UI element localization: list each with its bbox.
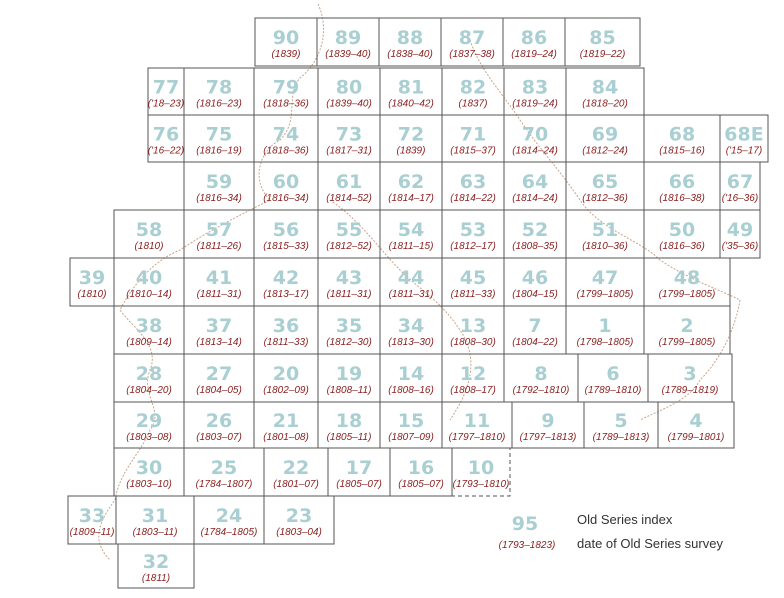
- sheet-survey-date: (1811): [141, 573, 171, 584]
- sheet-25: [196, 457, 253, 490]
- sheet-survey-date: (1792–1810): [512, 385, 570, 396]
- sheet-number: 20: [272, 363, 300, 385]
- sheet-number: 23: [285, 505, 313, 527]
- sheet-85: [580, 27, 626, 60]
- sheet-survey-date: (1803–07): [196, 432, 242, 443]
- sheet-number: 87: [458, 27, 486, 49]
- sheet-survey-date: (1818–36): [263, 145, 309, 157]
- sheet-survey-date: (1807–09): [388, 432, 434, 443]
- sheet-number: 5: [614, 410, 628, 432]
- sheet-survey-date: (1819–24): [512, 98, 558, 110]
- sheet-survey-date: (1808–17): [450, 385, 496, 396]
- sheet-number: 60: [272, 171, 300, 193]
- sheet-7: [512, 315, 558, 348]
- sheet-number: 47: [591, 267, 619, 289]
- sheet-number: 38: [135, 315, 163, 337]
- sheet-60: [263, 171, 309, 204]
- sheet-39: [78, 267, 107, 300]
- sheet-1: [577, 315, 634, 348]
- sheet-survey-date: (1818–36): [263, 98, 309, 110]
- legend-sample: [499, 513, 556, 551]
- sheet-survey-date: (1814–22): [450, 193, 496, 204]
- sheet-survey-date: (1815–16): [659, 145, 705, 157]
- sheet-survey-date: (1799–1805): [658, 337, 716, 348]
- sheet-survey-date: (1819–24): [511, 49, 557, 60]
- sheet-number: 63: [459, 171, 487, 193]
- sheet-90: [272, 27, 301, 60]
- sheet-number: 59: [205, 171, 233, 193]
- sheet-number: 84: [591, 76, 619, 99]
- sheet-number: 55: [335, 219, 363, 241]
- sheet-26: [196, 410, 242, 443]
- sheet-number: 10: [467, 457, 495, 479]
- sheet-survey-date: (1805–07): [398, 479, 444, 490]
- sheet-88: [387, 27, 433, 60]
- sheet-number: 15: [397, 410, 425, 432]
- sheet-survey-date: (1811–33): [263, 337, 309, 348]
- sheet-survey-date: (1839): [271, 49, 301, 60]
- sheet-75: [196, 124, 242, 157]
- sheet-survey-date: (1804–20): [126, 385, 172, 396]
- legend-index-label: Old Series index: [577, 512, 673, 527]
- sheet-survey-date: (1811–26): [196, 241, 242, 252]
- sheet-number: 28: [135, 363, 163, 385]
- sheet-survey-date: (1801–07): [273, 479, 319, 490]
- sheet-survey-date: (1840–42): [388, 98, 434, 110]
- sheet-number: 79: [272, 76, 300, 99]
- sheet-number: 68: [668, 123, 696, 146]
- sheet-survey-date: (1811–33): [450, 289, 496, 300]
- sheet-number: 56: [272, 219, 300, 241]
- sheet-33: [70, 505, 115, 538]
- sheet-survey-date: ('18–23): [147, 98, 185, 110]
- sheet-survey-date: (1812–17): [450, 241, 496, 252]
- sheet-number: 2: [680, 315, 694, 337]
- sheet-number: 89: [334, 27, 362, 49]
- sheet-number: 32: [142, 551, 170, 573]
- sheet-number: 22: [282, 457, 310, 479]
- sheet-45: [451, 267, 496, 300]
- sheet-number: 30: [135, 457, 163, 479]
- sheet-survey-date: (1810): [134, 241, 164, 252]
- sheet-15: [388, 410, 434, 443]
- sheet-number: 45: [459, 267, 487, 289]
- sheet-number: 27: [205, 363, 233, 385]
- sheet-number: 71: [459, 123, 487, 146]
- sheet-survey-date: (1808–11): [326, 385, 372, 396]
- sheet-survey-date: (1808–35): [512, 241, 558, 252]
- sheet-survey-date: (1819–22): [579, 49, 626, 60]
- sheet-number: 70: [521, 123, 549, 146]
- sheet-number: 46: [521, 267, 549, 289]
- sheet-number: 42: [272, 267, 300, 289]
- sheet-78: [196, 77, 242, 110]
- sheet-number: 62: [397, 171, 425, 193]
- sheet-survey-date: (1789–1810): [584, 385, 642, 396]
- sheet-survey-date: (1808–30): [450, 337, 496, 348]
- sheet-number: 57: [205, 219, 233, 241]
- sheet-number: 76: [152, 123, 180, 146]
- sheet-27: [196, 363, 242, 396]
- sheet-survey-date: (1815–33): [263, 241, 309, 252]
- sheet-survey-date: (1799–1801): [667, 432, 725, 443]
- sheet-68: [659, 124, 705, 157]
- sheet-22: [273, 457, 319, 490]
- sheet-68E: [724, 124, 763, 157]
- sheet-89: [325, 27, 371, 60]
- sheet-number: 85: [589, 27, 616, 49]
- sheet-survey-date: (1810–14): [126, 289, 172, 300]
- sheet-survey-date: (1793–1810): [452, 479, 510, 490]
- sheet-83: [512, 77, 558, 110]
- sheet-10: [453, 457, 510, 490]
- sheet-survey-date: (1818–20): [582, 98, 628, 110]
- sheet-56: [263, 219, 309, 252]
- sheet-number: 40: [135, 267, 163, 289]
- sheet-number: 26: [205, 410, 233, 432]
- sheet-29: [126, 410, 172, 443]
- sheet-76: [148, 124, 184, 157]
- sheet-5: [593, 410, 650, 443]
- sheet-number: 11: [463, 410, 491, 432]
- sheet-survey-date: (1813–17): [263, 289, 309, 300]
- sheet-survey-date: (1799–1805): [576, 289, 634, 300]
- sheet-number: 64: [521, 171, 549, 193]
- sheet-survey-date: (1798–1805): [576, 337, 634, 348]
- sheet-number: 6: [606, 363, 620, 385]
- sheet-survey-date: (1784–1807): [195, 479, 253, 490]
- sheet-survey-date: (1839): [396, 145, 426, 157]
- sheet-survey-date: (1809–14): [126, 337, 172, 348]
- sheet-number: 41: [205, 267, 233, 289]
- sheet-survey-date: (1813–30): [388, 337, 434, 348]
- sheet-number: 66: [668, 171, 696, 193]
- sheet-12: [450, 363, 496, 396]
- sheet-survey-date: (1837): [458, 98, 488, 110]
- sheet-survey-date: (1805–11): [326, 432, 372, 443]
- sheet-survey-date: (1839–40): [325, 49, 371, 60]
- sheet-survey-date: (1816–36): [659, 241, 705, 252]
- sheet-37: [196, 315, 242, 348]
- sheet-number: 77: [152, 76, 180, 99]
- sheet-63: [450, 171, 496, 204]
- sheet-81: [388, 77, 434, 110]
- sheet-31: [133, 505, 178, 538]
- sheet-38: [126, 315, 172, 348]
- sheet-number: 48: [673, 267, 701, 289]
- sheet-79: [263, 77, 309, 110]
- sheet-14: [388, 363, 434, 396]
- sheet-59: [196, 171, 242, 204]
- sheet-survey-date: (1817–31): [326, 145, 372, 157]
- sheet-survey-date: ('16–22): [147, 145, 185, 157]
- sheet-number: 82: [459, 76, 487, 99]
- sheet-30: [126, 457, 172, 490]
- sheet-number: 50: [668, 219, 696, 241]
- sheet-survey-date: (1789–1819): [661, 385, 719, 396]
- sheet-64: [512, 171, 558, 204]
- legend-sample-date: (1793–1823): [498, 540, 556, 551]
- sheet-survey-date: (1799–1805): [658, 289, 716, 300]
- sheet-survey-date: (1810–36): [582, 241, 628, 252]
- sheet-number: 65: [591, 171, 619, 193]
- sheet-survey-date: (1811–31): [326, 289, 372, 300]
- sheet-number: 68E: [724, 123, 764, 146]
- sheet-survey-date: (1813–14): [196, 337, 242, 348]
- sheet-number: 58: [135, 219, 163, 241]
- sheet-number: 75: [205, 123, 233, 146]
- sheet-number: 74: [272, 123, 300, 146]
- sheet-survey-date: (1784–1805): [200, 527, 258, 538]
- sheet-70: [512, 124, 558, 157]
- sheet-survey-date: (1804–15): [512, 289, 558, 300]
- sheet-number: 53: [459, 219, 487, 241]
- sheet-number: 73: [335, 123, 363, 146]
- sheet-66: [659, 171, 705, 204]
- sheet-number: 12: [459, 363, 487, 385]
- sheet-43: [327, 267, 372, 300]
- sheet-survey-date: (1814–52): [326, 193, 372, 204]
- sheet-number: 7: [528, 315, 542, 337]
- sheet-survey-date: (1803–10): [126, 479, 172, 490]
- sheet-28: [126, 363, 172, 396]
- sheet-number: 51: [591, 219, 619, 241]
- sheet-23: [276, 505, 322, 538]
- sheet-2: [659, 315, 716, 348]
- sheet-77: [148, 77, 184, 110]
- sheet-41: [197, 267, 242, 300]
- sheet-number: 43: [335, 267, 363, 289]
- sheet-survey-date: (1803–11): [132, 527, 178, 538]
- sheet-number: 35: [335, 315, 363, 337]
- sheet-survey-date: (1838–40): [387, 49, 433, 60]
- sheet-survey-date: ('16–36): [721, 193, 759, 204]
- sheet-survey-date: (1812–52): [326, 241, 372, 252]
- sheet-87: [449, 27, 495, 60]
- sheet-number: 21: [272, 410, 300, 432]
- sheet-number: 61: [335, 171, 363, 193]
- sheet-survey-date: (1802–09): [263, 385, 309, 396]
- sheet-number: 18: [335, 410, 363, 432]
- sheet-80: [326, 77, 372, 110]
- sheet-survey-date: (1816–38): [659, 193, 705, 204]
- sheet-survey-date: (1808–16): [388, 385, 434, 396]
- sheet-survey-date: (1803–08): [126, 432, 172, 443]
- sheet-50: [659, 219, 705, 252]
- sheet-42: [263, 267, 309, 300]
- sheet-survey-date: (1789–1813): [592, 432, 650, 443]
- sheet-48: [659, 267, 716, 300]
- sheet-36: [264, 315, 309, 348]
- sheet-number: 81: [397, 76, 425, 99]
- sheet-survey-date: (1814–24): [512, 193, 558, 204]
- sheet-18: [327, 410, 372, 443]
- sheet-35: [326, 315, 372, 348]
- sheet-number: 13: [459, 315, 487, 337]
- sheet-67: [722, 171, 758, 204]
- sheet-number: 3: [683, 363, 697, 385]
- sheet-69: [582, 124, 628, 157]
- sheet-survey-date: (1816–23): [196, 98, 242, 110]
- sheet-number: 67: [726, 171, 754, 193]
- sheet-number: 17: [345, 457, 373, 479]
- sheet-number: 37: [205, 315, 233, 337]
- sheet-82: [459, 77, 488, 110]
- sheet-17: [336, 457, 382, 490]
- sheet-number: 83: [521, 76, 549, 99]
- sheet-number: 72: [397, 123, 425, 146]
- legend-sample-number: 95: [511, 513, 539, 535]
- sheet-number: 24: [215, 505, 243, 527]
- sheet-53: [450, 219, 496, 252]
- sheet-61: [326, 171, 372, 204]
- sheet-survey-date: (1816–34): [263, 193, 309, 204]
- sheet-16: [398, 457, 444, 490]
- sheet-55: [326, 219, 372, 252]
- sheet-survey-date: (1814–17): [388, 193, 434, 204]
- sheet-number: 86: [520, 27, 548, 49]
- sheet-number: 78: [205, 76, 233, 99]
- sheet-32: [142, 551, 170, 584]
- sheet-survey-date: (1803–04): [276, 527, 322, 538]
- sheet-44: [389, 267, 434, 300]
- sheet-survey-date: (1797–1810): [448, 432, 506, 443]
- sheet-21: [263, 410, 309, 443]
- sheet-number: 29: [135, 410, 163, 432]
- sheet-survey-date: (1809–11): [69, 527, 115, 538]
- sheet-survey-date: (1812–36): [582, 193, 628, 204]
- sheet-number: 49: [726, 219, 754, 241]
- sheet-survey-date: (1810): [77, 289, 107, 300]
- sheet-52: [512, 219, 558, 252]
- sheet-number: 16: [407, 457, 435, 479]
- sheet-19: [327, 363, 372, 396]
- sheet-47: [577, 267, 634, 300]
- sheet-survey-date: (1801–08): [263, 432, 309, 443]
- sheet-number: 54: [397, 219, 425, 241]
- sheet-11: [449, 410, 506, 443]
- sheet-72: [397, 124, 426, 157]
- sheet-number: 52: [521, 219, 549, 241]
- sheet-24: [201, 505, 258, 538]
- sheet-number: 44: [397, 267, 425, 289]
- sheet-survey-date: (1815–37): [450, 145, 496, 157]
- sheet-54: [389, 219, 434, 252]
- sheet-survey-date: (1814–24): [512, 145, 558, 157]
- sheet-number: 69: [591, 123, 619, 146]
- sheet-number: 80: [335, 76, 363, 99]
- sheet-survey-date: (1797–1813): [519, 432, 577, 443]
- sheet-survey-date: ('15–17): [725, 145, 763, 157]
- sheet-survey-date: (1816–34): [196, 193, 242, 204]
- sheet-86: [511, 27, 557, 60]
- sheet-survey-date: (1812–24): [582, 145, 628, 157]
- sheet-survey-date: (1816–19): [196, 145, 242, 157]
- sheet-survey-date: (1837–38): [449, 49, 495, 60]
- sheet-number: 39: [78, 267, 106, 289]
- sheet-survey-date: (1812–30): [326, 337, 372, 348]
- sheet-number: 8: [534, 363, 548, 385]
- sheet-4: [668, 410, 725, 443]
- sheet-number: 88: [396, 27, 424, 49]
- sheet-46: [512, 267, 558, 300]
- sheet-number: 1: [598, 315, 612, 337]
- sheet-65: [582, 171, 628, 204]
- sheet-number: 90: [272, 27, 300, 49]
- sheet-number: 33: [78, 505, 106, 527]
- sheet-3: [662, 363, 719, 396]
- sheet-20: [263, 363, 309, 396]
- sheet-73: [326, 124, 372, 157]
- sheet-number: 25: [210, 457, 238, 479]
- sheet-40: [126, 267, 172, 300]
- sheet-survey-date: (1811–15): [388, 241, 434, 252]
- sheet-survey-date: ('35–36): [721, 241, 759, 252]
- sheet-58: [135, 219, 164, 252]
- sheet-8: [513, 363, 570, 396]
- sheet-13: [450, 315, 496, 348]
- sheet-number: 14: [397, 363, 425, 385]
- sheet-number: 9: [541, 410, 555, 432]
- sheet-number: 31: [141, 505, 169, 527]
- sheet-74: [263, 124, 309, 157]
- sheet-71: [450, 124, 496, 157]
- sheet-number: 34: [397, 315, 425, 337]
- sheet-survey-date: (1804–22): [512, 337, 558, 348]
- sheet-survey-date: (1804–05): [196, 385, 242, 396]
- sheet-34: [388, 315, 434, 348]
- sheet-survey-date: (1811–31): [196, 289, 242, 300]
- sheet-survey-date: (1805–07): [336, 479, 382, 490]
- sheet-51: [582, 219, 628, 252]
- sheet-number: 19: [335, 363, 363, 385]
- sheet-number: 4: [689, 410, 703, 432]
- sheet-6: [585, 363, 642, 396]
- sheet-49: [722, 219, 758, 252]
- sheet-survey-date: (1811–31): [388, 289, 434, 300]
- sheet-survey-date: (1839–40): [326, 98, 372, 110]
- sheet-84: [582, 77, 628, 110]
- sheet-9: [520, 410, 577, 443]
- legend-date-label: date of Old Series survey: [577, 536, 723, 551]
- sheet-number: 36: [272, 315, 300, 337]
- sheet-62: [388, 171, 434, 204]
